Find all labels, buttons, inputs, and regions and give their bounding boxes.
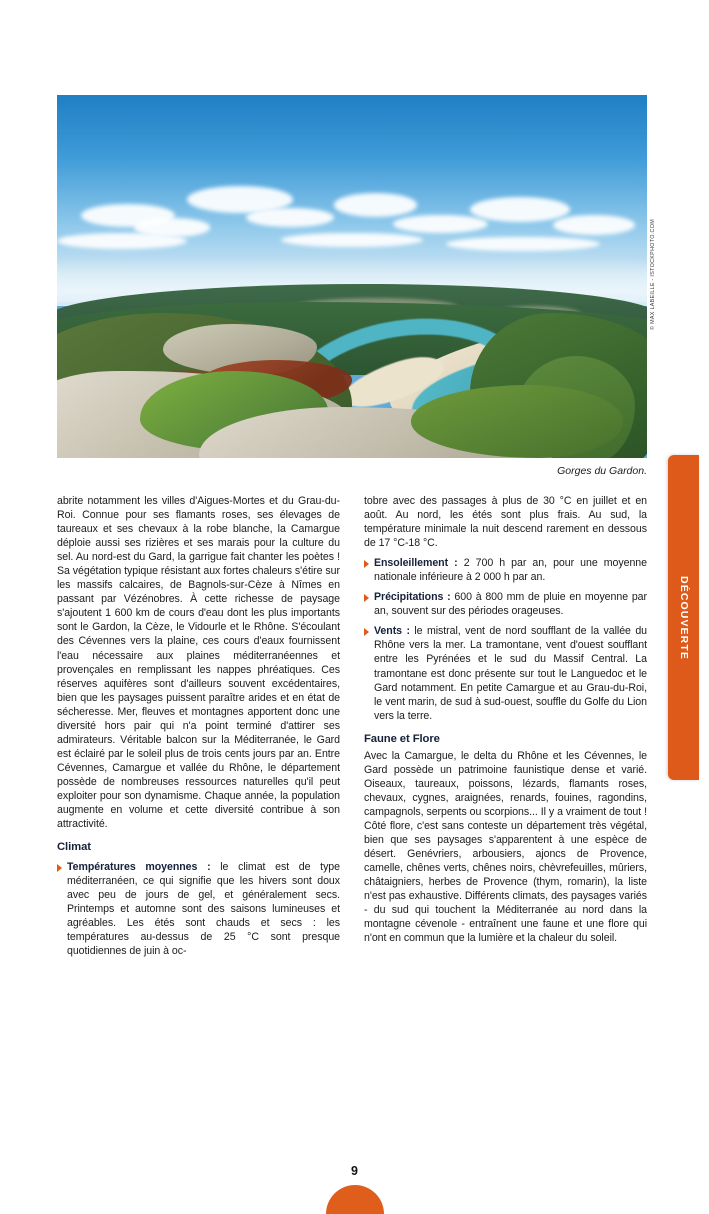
heading-climat: Climat <box>57 841 91 854</box>
cloud-shape <box>334 193 417 217</box>
column-left <box>57 494 340 958</box>
paragraph-climat-continued: tobre avec des passages à plus de 30 °C en juillet et en août. Au nord, les étés sont plus frais. Au sud, la température minimale la nuit descend rarement en dessous de 17 °C-18 °C. <box>364 495 647 550</box>
bullet-text: 600 à 800 mm de pluie en moyenne par an, souvent sur des périodes orageuses. <box>374 591 647 618</box>
cloud-shape <box>393 215 487 233</box>
page-number: 9 <box>351 1164 358 1178</box>
heading-faune-et-flore: Faune et Flore <box>364 732 440 745</box>
triangle-bullet-icon <box>364 628 369 636</box>
triangle-bullet-icon <box>364 560 369 568</box>
folio-arc-decoration <box>326 1185 384 1214</box>
bullet-text: 2 700 h par an, pour une moyenne nationale inférieure à 2 000 h par an. <box>374 557 647 584</box>
paragraph-intro: abrite notamment les villes d'Aigues-Mortes et du Grau-du-Roi. Connue pour ses flamants roses, ses élevages de taureaux et ses chevaux à la robe blanche, la Camargue déploie aussi ses rizières et ses marais pour la culture du sel. Au nord-est du Gard, la garrigue fait chanter les poètes ! Sa végétation typique résistant aux fortes chaleurs s'étire sur les massifs calcaires, de Bagnols-sur-Cèze à Nîmes en passant par Vézénobres. À cette richesse de paysage s'ajoutent 1 600 km de cours d'eau dont les plus importants sont le Gardon, la Cèze, le Vidourle et le Rhône. S'écoulant des Cévennes vers la plaine, ces cours d'eaux fournissent l'eau nécessaire aux plaines méditerranéennes et provençales en remplissant les nappes phréatiques. Ces réserves aquifères sont d'ailleurs souvent excédentaires, bien que les paysages puissent paraître arides et en état de sécheresse. Mer, fleuves et montagnes apportent donc une diversité hors pair qui n'a point terminé d'attirer ses admirateurs. Véritable balcon sur la Méditerranée, le Gard est éclairé par le soleil plus de trois cents jours par an. Entre Cévennes, Camargue et vallée du Rhône, le département possède de nombreuses ressources naturelles qu'il peut exploiter pour son dynamisme. Chaque année, la population augmente en volume et cette diversité contribue à son attractivité. <box>57 495 340 831</box>
bullet-precipitations <box>364 590 647 618</box>
figure-caption: Gorges du Gardon. <box>557 465 647 477</box>
bullet-vents <box>364 624 647 722</box>
bullet-separator: : <box>448 557 464 570</box>
paragraph-faune-flore: Avec la Camargue, le delta du Rhône et les Cévennes, le Gard possède un patrimoine faunistique dense et varié. Oiseaux, taureaux, poissons, lézards, flamants roses, chevaux, cygnes, araignées, renards, fouines, ragondins, campagnols, serpents ou scorpions... Il y a vraiment de tout ! Côté flore, c'est sans conteste un département très végétal, bien que ses paysages s'apparentent à une espèce de désert. Genévriers, arbousiers, ajoncs de Provence, camelle, chênes verts, chênes noirs, chèvrefeuilles, mûriers, châtaigniers, herbes de Provence (thym, romarin), la liste n'est pas exhaustive. Différents climats, des paysages variés - du sud qui touchent la Méditerranée au nord dans la montagne cévenole - entraînent une faune et une flore qui n'ont en commun que la lumière et la chaleur du soleil. <box>364 749 647 945</box>
section-tab-decouverte[interactable] <box>668 455 699 780</box>
photo-credit: © MAX LABEILLE - ISTOCKPHOTO.COM <box>650 218 656 330</box>
bullet-ensoleillement <box>364 556 647 584</box>
bullet-separator: : <box>402 625 415 638</box>
bullet-label: Précipitations <box>374 591 444 604</box>
cloud-shape <box>553 215 636 235</box>
column-right <box>364 494 647 945</box>
bullet-label: Températures moyennes <box>67 861 198 874</box>
bullet-text: le climat est de type méditerranéen, ce qui signifie que les hivers sont doux avec peu de jours de gel, et généralement secs. Printemps et automne sont des saisons lumineuses et agréables. Les étés sont chauds et secs : les températures au-dessus de 25 °C sont presque quotidiennes de juin à oc- <box>67 861 340 958</box>
triangle-bullet-icon <box>57 864 62 872</box>
bullet-separator: : <box>443 591 455 604</box>
bullet-text: le mistral, vent de nord soufflant de la vallée du Rhône vers la mer. La tramontane, vent d'ouest soufflant entre les Pyrénées et le sud du Massif Central. La tramontane est donc présente sur tout le Languedoc et le Gard notamment. En petite Camargue et au Grau-du-Roi, le vent marin, de sud à sud-ouest, souffle du Golfe du Lion vers la terre. <box>374 625 647 722</box>
triangle-bullet-icon <box>364 594 369 602</box>
figure-gorges-du-gardon <box>57 95 647 458</box>
section-tab-label: DÉCOUVERTE <box>677 575 690 660</box>
bullet-separator: : <box>197 861 221 874</box>
bullet-label: Vents <box>374 625 403 638</box>
bullet-temperatures-moyennes <box>57 860 340 958</box>
cloud-shape <box>470 197 570 222</box>
photo-image <box>57 95 647 458</box>
body-columns <box>57 494 647 1154</box>
bullet-label: Ensoleillement <box>374 557 449 570</box>
cloud-shape <box>446 237 599 252</box>
